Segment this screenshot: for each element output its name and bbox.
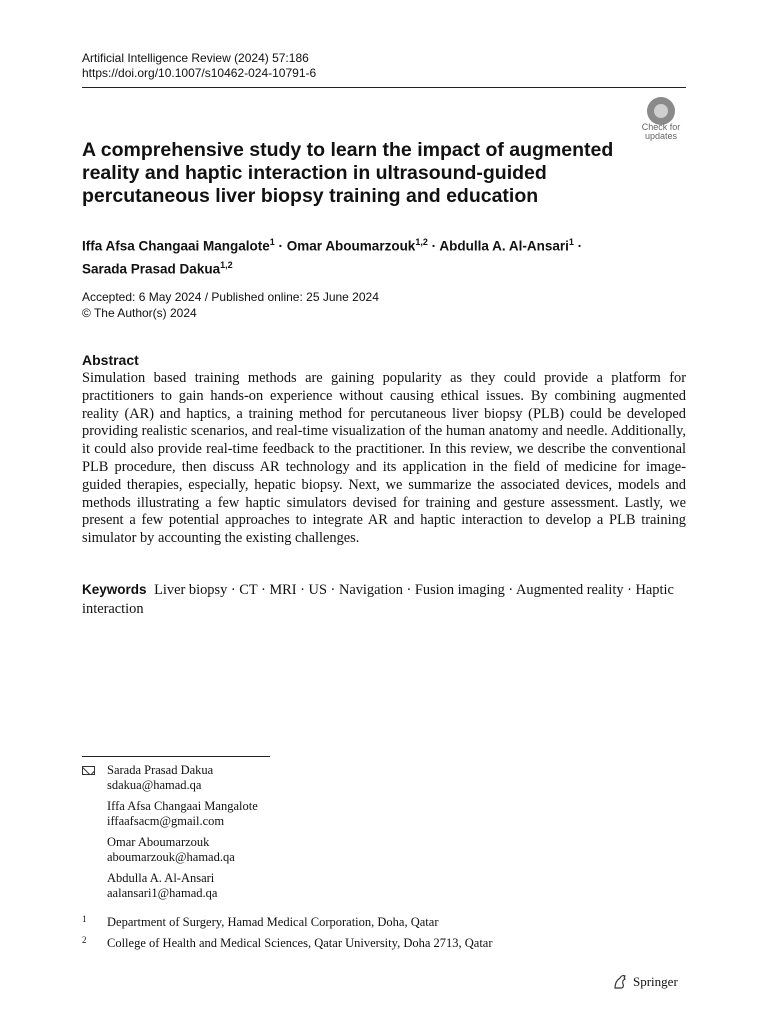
mail-icon [82,766,95,775]
affiliation-number: 1 [82,914,87,924]
publication-dates [82,290,379,321]
affiliation-text: College of Health and Medical Sciences, Qatar University, Doha 2713, Qatar [107,936,493,950]
journal-header [82,51,316,81]
springer-horse-icon [612,974,628,990]
publisher-logo [612,974,678,990]
contact-entry [82,835,562,865]
check-for-updates-badge[interactable] [636,97,686,142]
doi-link[interactable]: https://doi.org/10.1007/s10462-024-10791-6 [82,66,317,80]
keywords-section [82,581,686,618]
author-name[interactable]: Omar Aboumarzouk [286,238,416,254]
author-name[interactable]: Iffa Afsa Changaai Mangalote [82,238,270,254]
author-affiliation-ref: 1 [269,237,275,247]
contact-name: Sarada Prasad Dakua [107,763,214,777]
journal-citation: Artificial Intelligence Review (2024) 57:186 [82,51,309,65]
abstract-body: Simulation based training methods are gaining popularity as they could provide a platform for practitioners to gain hands-on experience without causing ethical issues. By combining augmented reality (AR) and haptics, a training method for percutaneous liver biopsy (PLB) could be developed providing realistic scenarios, and real-time visualization of the human anatomy and needle. Additionally, it could also provide real-time feedback to the practitioner. In this review, we describe the conventional PLB procedure, then discuss AR technology and its application in the field of medicine for image-guided therapies, especially, hepatic biopsy. Next, we summarize the associated devices, models and methods illustrating a few haptic simulators devised for training and gesture assessment. Lastly, we present a few potential approaches to integrate AR and haptic interaction to develop a PLB training simulator by accounting the existing challenges. [82,370,686,547]
corresponding-contacts [82,763,562,907]
footnote-rule [82,756,270,757]
contact-email[interactable]: aboumarzouk@hamad.qa [107,850,235,864]
affiliation-entry [82,915,682,930]
publisher-name: Springer [633,974,678,989]
accepted-published-dates: Accepted: 6 May 2024 / Published online: 25 June 2024 [82,290,379,304]
paper-title: A comprehensive study to learn the impact of augmented reality and haptic interaction in ultrasound-guided percutaneous liver biopsy training and education [82,139,614,207]
check-updates-icon [647,97,675,125]
copyright-line: © The Author(s) 2024 [82,305,197,320]
affiliations [82,915,682,957]
author-affiliation-ref: 1 [568,237,574,247]
check-updates-label: Check for updates [641,122,681,141]
contact-email[interactable]: sdakua@hamad.qa [107,778,202,792]
contact-entry [82,871,562,901]
contact-entry [82,799,562,829]
contact-email[interactable]: aalansari1@hamad.qa [107,886,218,900]
contact-name: Omar Aboumarzouk [107,835,210,849]
author-name[interactable]: Sarada Prasad Dakua [82,261,221,276]
author-name[interactable]: Abdulla A. Al-Ansari [439,238,569,254]
contact-name: Iffa Afsa Changaai Mangalote [107,799,258,813]
author-affiliation-ref: 1,2 [415,237,428,247]
affiliation-number: 2 [82,935,87,945]
contact-email[interactable]: iffaafsacm@gmail.com [107,814,225,828]
affiliation-entry [82,936,682,951]
contact-entry [82,763,562,793]
header-rule [82,87,686,88]
keywords-label: Keywords [82,582,147,597]
abstract-heading: Abstract [82,352,139,368]
affiliation-text: Department of Surgery, Hamad Medical Corporation, Doha, Qatar [107,915,439,929]
author-list: Iffa Afsa Changaai Mangalote$^1$ · Omar Aboumarzouk$^{1,2}$ · Abdulla A. Al-Ansari$^1$ · Sarada Prasad Dakua$^{1,2}$ [82,237,583,276]
keywords-list: Liver biopsy · CT · MRI · US · Navigation · Fusion imaging · Augmented reality · Haptic interaction [82,582,674,617]
contact-name: Abdulla A. Al-Ansari [107,871,215,885]
author-affiliation-ref: 1,2 [220,259,233,270]
